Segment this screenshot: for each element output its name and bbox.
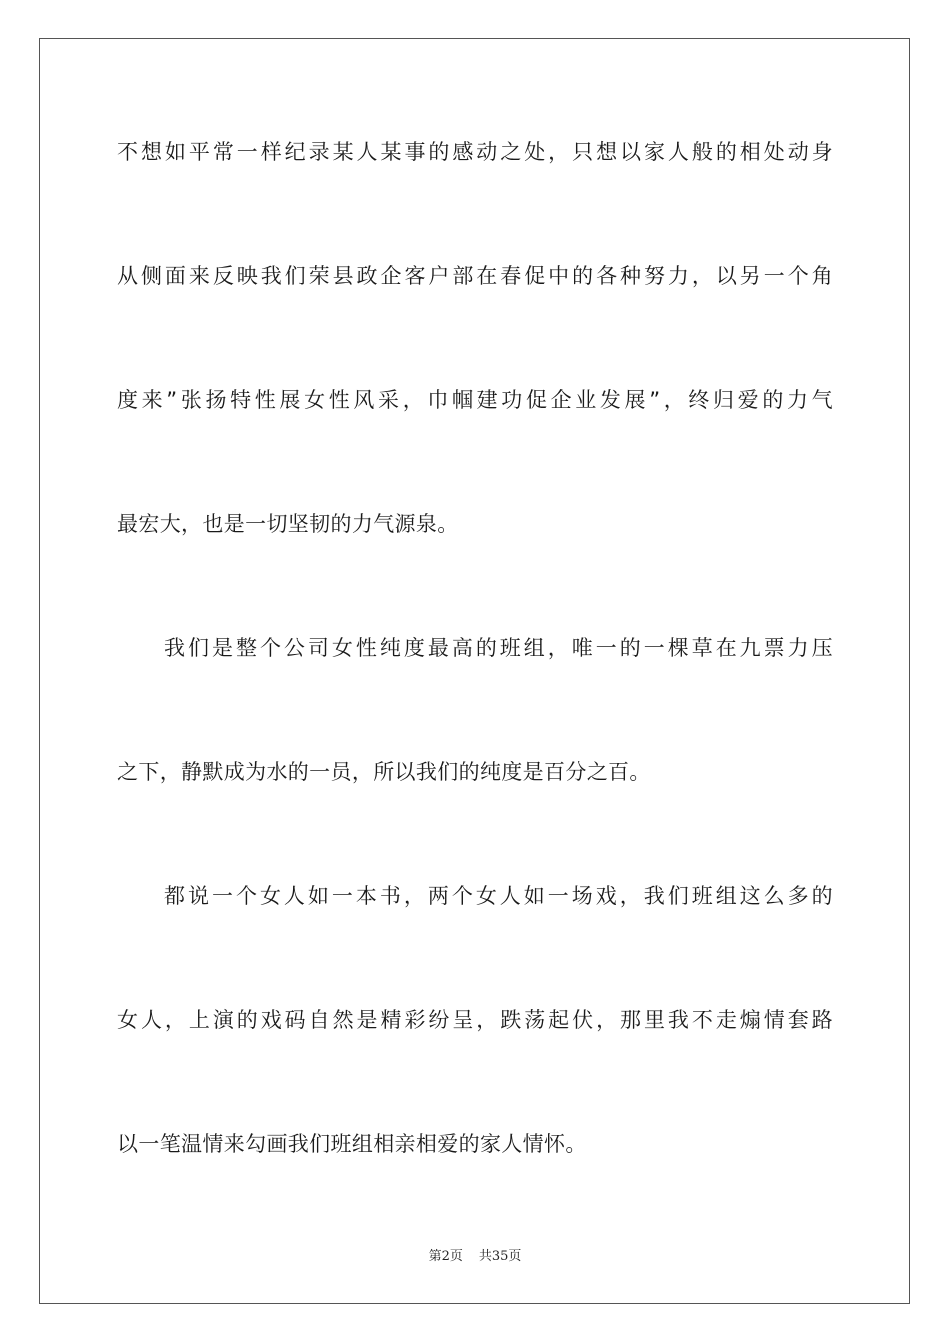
page-number: 第2页 xyxy=(428,1249,463,1264)
page-border xyxy=(39,38,910,1304)
paragraph-line: 之下，静默成为水的一员，所以我们的纯度是百分之百。 xyxy=(117,760,651,784)
paragraph-line: 我们是整个公司女性纯度最高的班组，唯一的一棵草在九票力压 xyxy=(164,636,833,660)
paragraph-line: 女人，上演的戏码自然是精彩纷呈，跌荡起伏，那里我不走煽情套路 xyxy=(117,1008,833,1032)
paragraph-line: 度来”张扬特性展女性风采，巾帼建功促企业发展”，终归爱的力气 xyxy=(117,388,833,412)
paragraph-line: 都说一个女人如一本书，两个女人如一场戏，我们班组这么多的 xyxy=(164,884,833,908)
page-footer xyxy=(0,1248,950,1266)
paragraph-line: 以一笔温情来勾画我们班组相亲相爱的家人情怀。 xyxy=(117,1132,587,1156)
page-total: 共35页 xyxy=(478,1249,522,1264)
paragraph-line: 最宏大，也是一切坚韧的力气源泉。 xyxy=(117,512,459,536)
paragraph-line: 从侧面来反映我们荣县政企客户部在春促中的各种努力，以另一个角 xyxy=(117,264,833,288)
paragraph-line: 不想如平常一样纪录某人某事的感动之处，只想以家人般的相处动身 xyxy=(117,140,833,164)
